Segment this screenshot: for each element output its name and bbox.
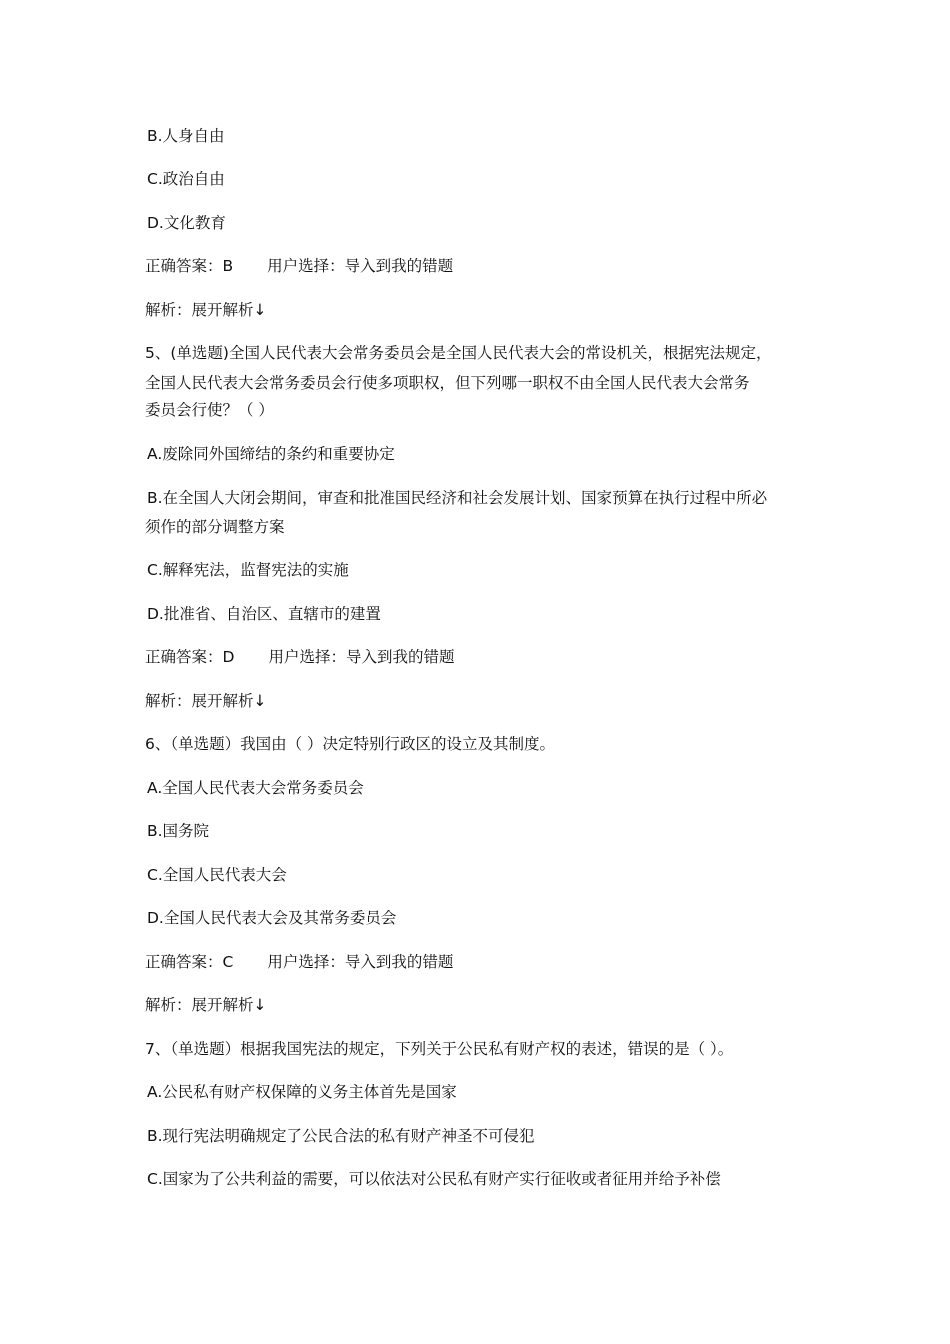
q6-option-c: C.全国人民代表大会 (147, 866, 287, 884)
q4-user-choice[interactable]: 用户选择：导入到我的错题 (267, 257, 454, 275)
q5-answer-row (145, 646, 454, 668)
q4-option-b: B.人身自由 (147, 127, 225, 145)
q4-answer-row (145, 255, 453, 277)
q6-answer-row (145, 951, 453, 973)
q5-stem-line-3: 委员会行使？（ ） (145, 401, 274, 419)
q5-user-choice[interactable]: 用户选择：导入到我的错题 (268, 648, 455, 666)
q5-stem-line-2: 全国人民代表大会常务委员会行使多项职权，但下列哪一职权不由全国人民代表大会常务 (145, 374, 750, 392)
q5-option-b-line-2: 须作的部分调整方案 (145, 518, 285, 536)
q7-option-c: C.国家为了公共利益的需要，可以依法对公民私有财产实行征收或者征用并给予补偿 (147, 1170, 721, 1188)
q5-analysis-toggle[interactable]: 解析：展开解析↓ (145, 692, 267, 710)
q4-option-d: D.文化教育 (147, 214, 226, 232)
q6-user-choice[interactable]: 用户选择：导入到我的错题 (267, 953, 454, 971)
q5-correct-answer: 正确答案：D (145, 648, 235, 666)
q7-option-b: B.现行宪法明确规定了公民合法的私有财产神圣不可侵犯 (147, 1127, 535, 1145)
q5-stem-line-1: 5、(单选题)全国人民代表大会常务委员会是全国人民代表大会的常设机关，根据宪法规定， (145, 344, 772, 362)
q5-option-b-line-1: B.在全国人大闭会期间，审查和批准国民经济和社会发展计划、国家预算在执行过程中所必 (147, 489, 768, 507)
q4-analysis-toggle[interactable]: 解析：展开解析↓ (145, 301, 267, 319)
q5-option-a: A.废除同外国缔结的条约和重要协定 (147, 445, 395, 463)
q6-option-d: D.全国人民代表大会及其常务委员会 (147, 909, 397, 927)
q7-stem: 7、（单选题）根据我国宪法的规定，下列关于公民私有财产权的表述，错误的是（ ）。 (145, 1040, 734, 1058)
q7-option-a: A.公民私有财产权保障的义务主体首先是国家 (147, 1083, 457, 1101)
q6-stem: 6、（单选题）我国由（ ）决定特别行政区的设立及其制度。 (145, 735, 556, 753)
q4-correct-answer: 正确答案：B (145, 257, 234, 275)
q6-option-b: B.国务院 (147, 822, 210, 840)
q5-option-c: C.解释宪法，监督宪法的实施 (147, 561, 349, 579)
q4-option-c: C.政治自由 (147, 170, 225, 188)
q6-correct-answer: 正确答案：C (145, 953, 234, 971)
q6-option-a: A.全国人民代表大会常务委员会 (147, 779, 364, 797)
q6-analysis-toggle[interactable]: 解析：展开解析↓ (145, 996, 267, 1014)
q5-option-d: D.批准省、自治区、直辖市的建置 (147, 605, 381, 623)
